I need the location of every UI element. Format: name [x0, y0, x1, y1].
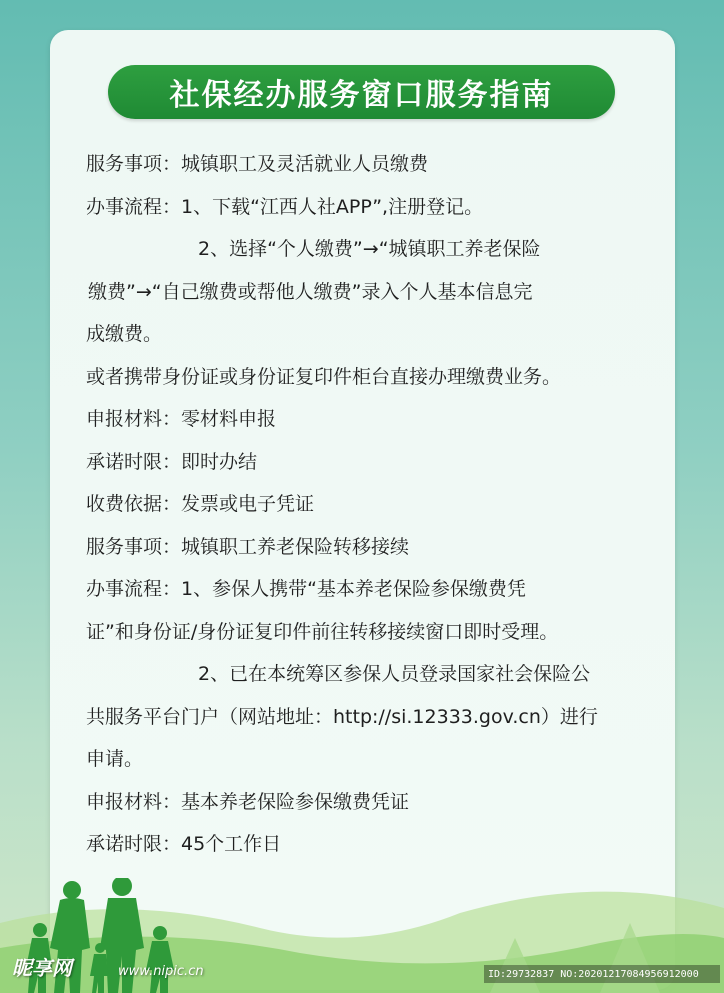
guide-line: 证”和身份证/身份证复印件前往转移接续窗口即时受理。 [86, 620, 559, 643]
guide-content [86, 143, 646, 866]
guide-line: 申报材料：基本养老保险参保缴费凭证 [86, 790, 410, 813]
guide-line: 服务事项：城镇职工及灵活就业人员缴费 [86, 153, 429, 175]
guide-line: 缴费”→“自己缴费或帮他人缴费”录入个人基本信息完 [88, 280, 533, 303]
guide-line: 办事流程：1、参保人携带“基本养老保险参保缴费凭 [86, 578, 526, 600]
watermark-site: www.nipic.cn [118, 964, 204, 979]
guide-line: 收费依据：发票或电子凭证 [86, 493, 315, 515]
guide-line: 共服务平台门户（网站地址：http://si.12333.gov.cn）进行 [86, 705, 598, 728]
guide-line: 承诺时限：45个工作日 [86, 833, 282, 855]
guide-line: 申请。 [86, 748, 144, 770]
guide-line: 服务事项：城镇职工养老保险转移接续 [86, 535, 410, 558]
guide-line: 2、选择“个人缴费”→“城镇职工养老保险 [198, 238, 541, 260]
guide-line: 成缴费。 [86, 323, 163, 345]
guide-line: 承诺时限：即时办结 [86, 450, 258, 473]
watermark-id: ID:29732837 NO:20201217084956912000 [484, 965, 720, 983]
watermark-logo: 昵享网 [12, 956, 72, 980]
page-title: 社保经办服务窗口服务指南 [108, 65, 615, 119]
guide-line: 2、已在本统筹区参保人员登录国家社会保险公 [198, 663, 591, 685]
guide-line: 办事流程：1、下载“江西人社APP”,注册登记。 [86, 195, 484, 218]
guide-line: 或者携带身份证或身份证复印件柜台直接办理缴费业务。 [86, 365, 562, 388]
guide-line: 申报材料：零材料申报 [86, 408, 277, 430]
